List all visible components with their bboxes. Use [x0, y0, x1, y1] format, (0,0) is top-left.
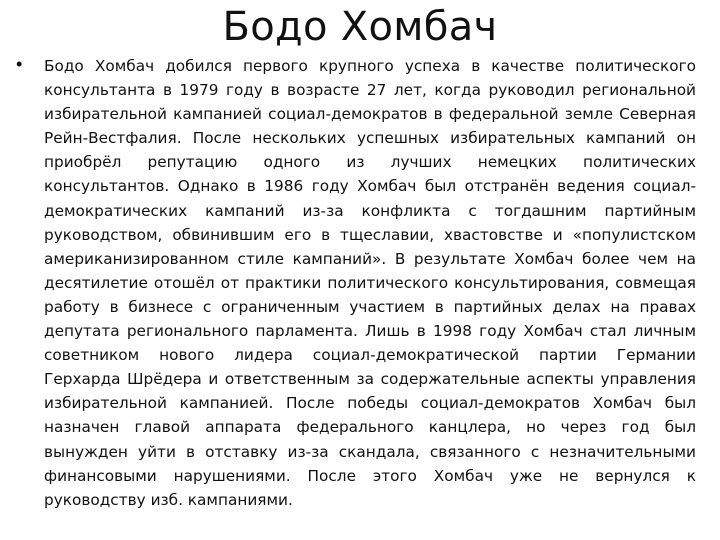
bullet-paragraph-name: Бодо Хомбач	[44, 57, 155, 75]
bullet-paragraph-text: добился первого крупного успеха в качестве политического консультанта в 1979 году в возрасте 27 лет, когда руководил региональной избирательной кампанией социал-демократов в федеральной земле Северная Рейн-Вестфалия. После нескольких успешных избирательных кампаний он приобрёл репутацию одного из лучших немецких политических консультантов. Однако в 1986 году Хомбач был отстранён ведения социал-демократических кампаний из-за конфликта с тогдашним партийным руководством, обвинившим его в тщеславии, хвастовстве и «популистском американизированном стиле кампаний». В результате Хомбач более чем на десятилетие отошёл от практики политического консультирования, совмещая работу в бизнесе с ограниченным участием в партийных делах на правах депутата регионального парламента. Лишь в 1998 году Хомбач стал личным советником нового лидера социал-демократической партии Германии Герхарда Шрёдера и ответственным за содержательные аспекты управления избирательной кампанией. После победы социал-демократов Хомбач был назначен главой аппарата федерального канцлера, но через год был вынужден уйти в отставку из-за скандала, связанного с незначительными финансовыми нарушениями. После этого Хомбач уже не вернулся к руководству изб. кампаниями.	[44, 57, 696, 509]
slide-title: Бодо Хомбач	[222, 4, 498, 50]
bullet-paragraph	[44, 54, 696, 512]
bullet-marker: •	[16, 54, 23, 74]
